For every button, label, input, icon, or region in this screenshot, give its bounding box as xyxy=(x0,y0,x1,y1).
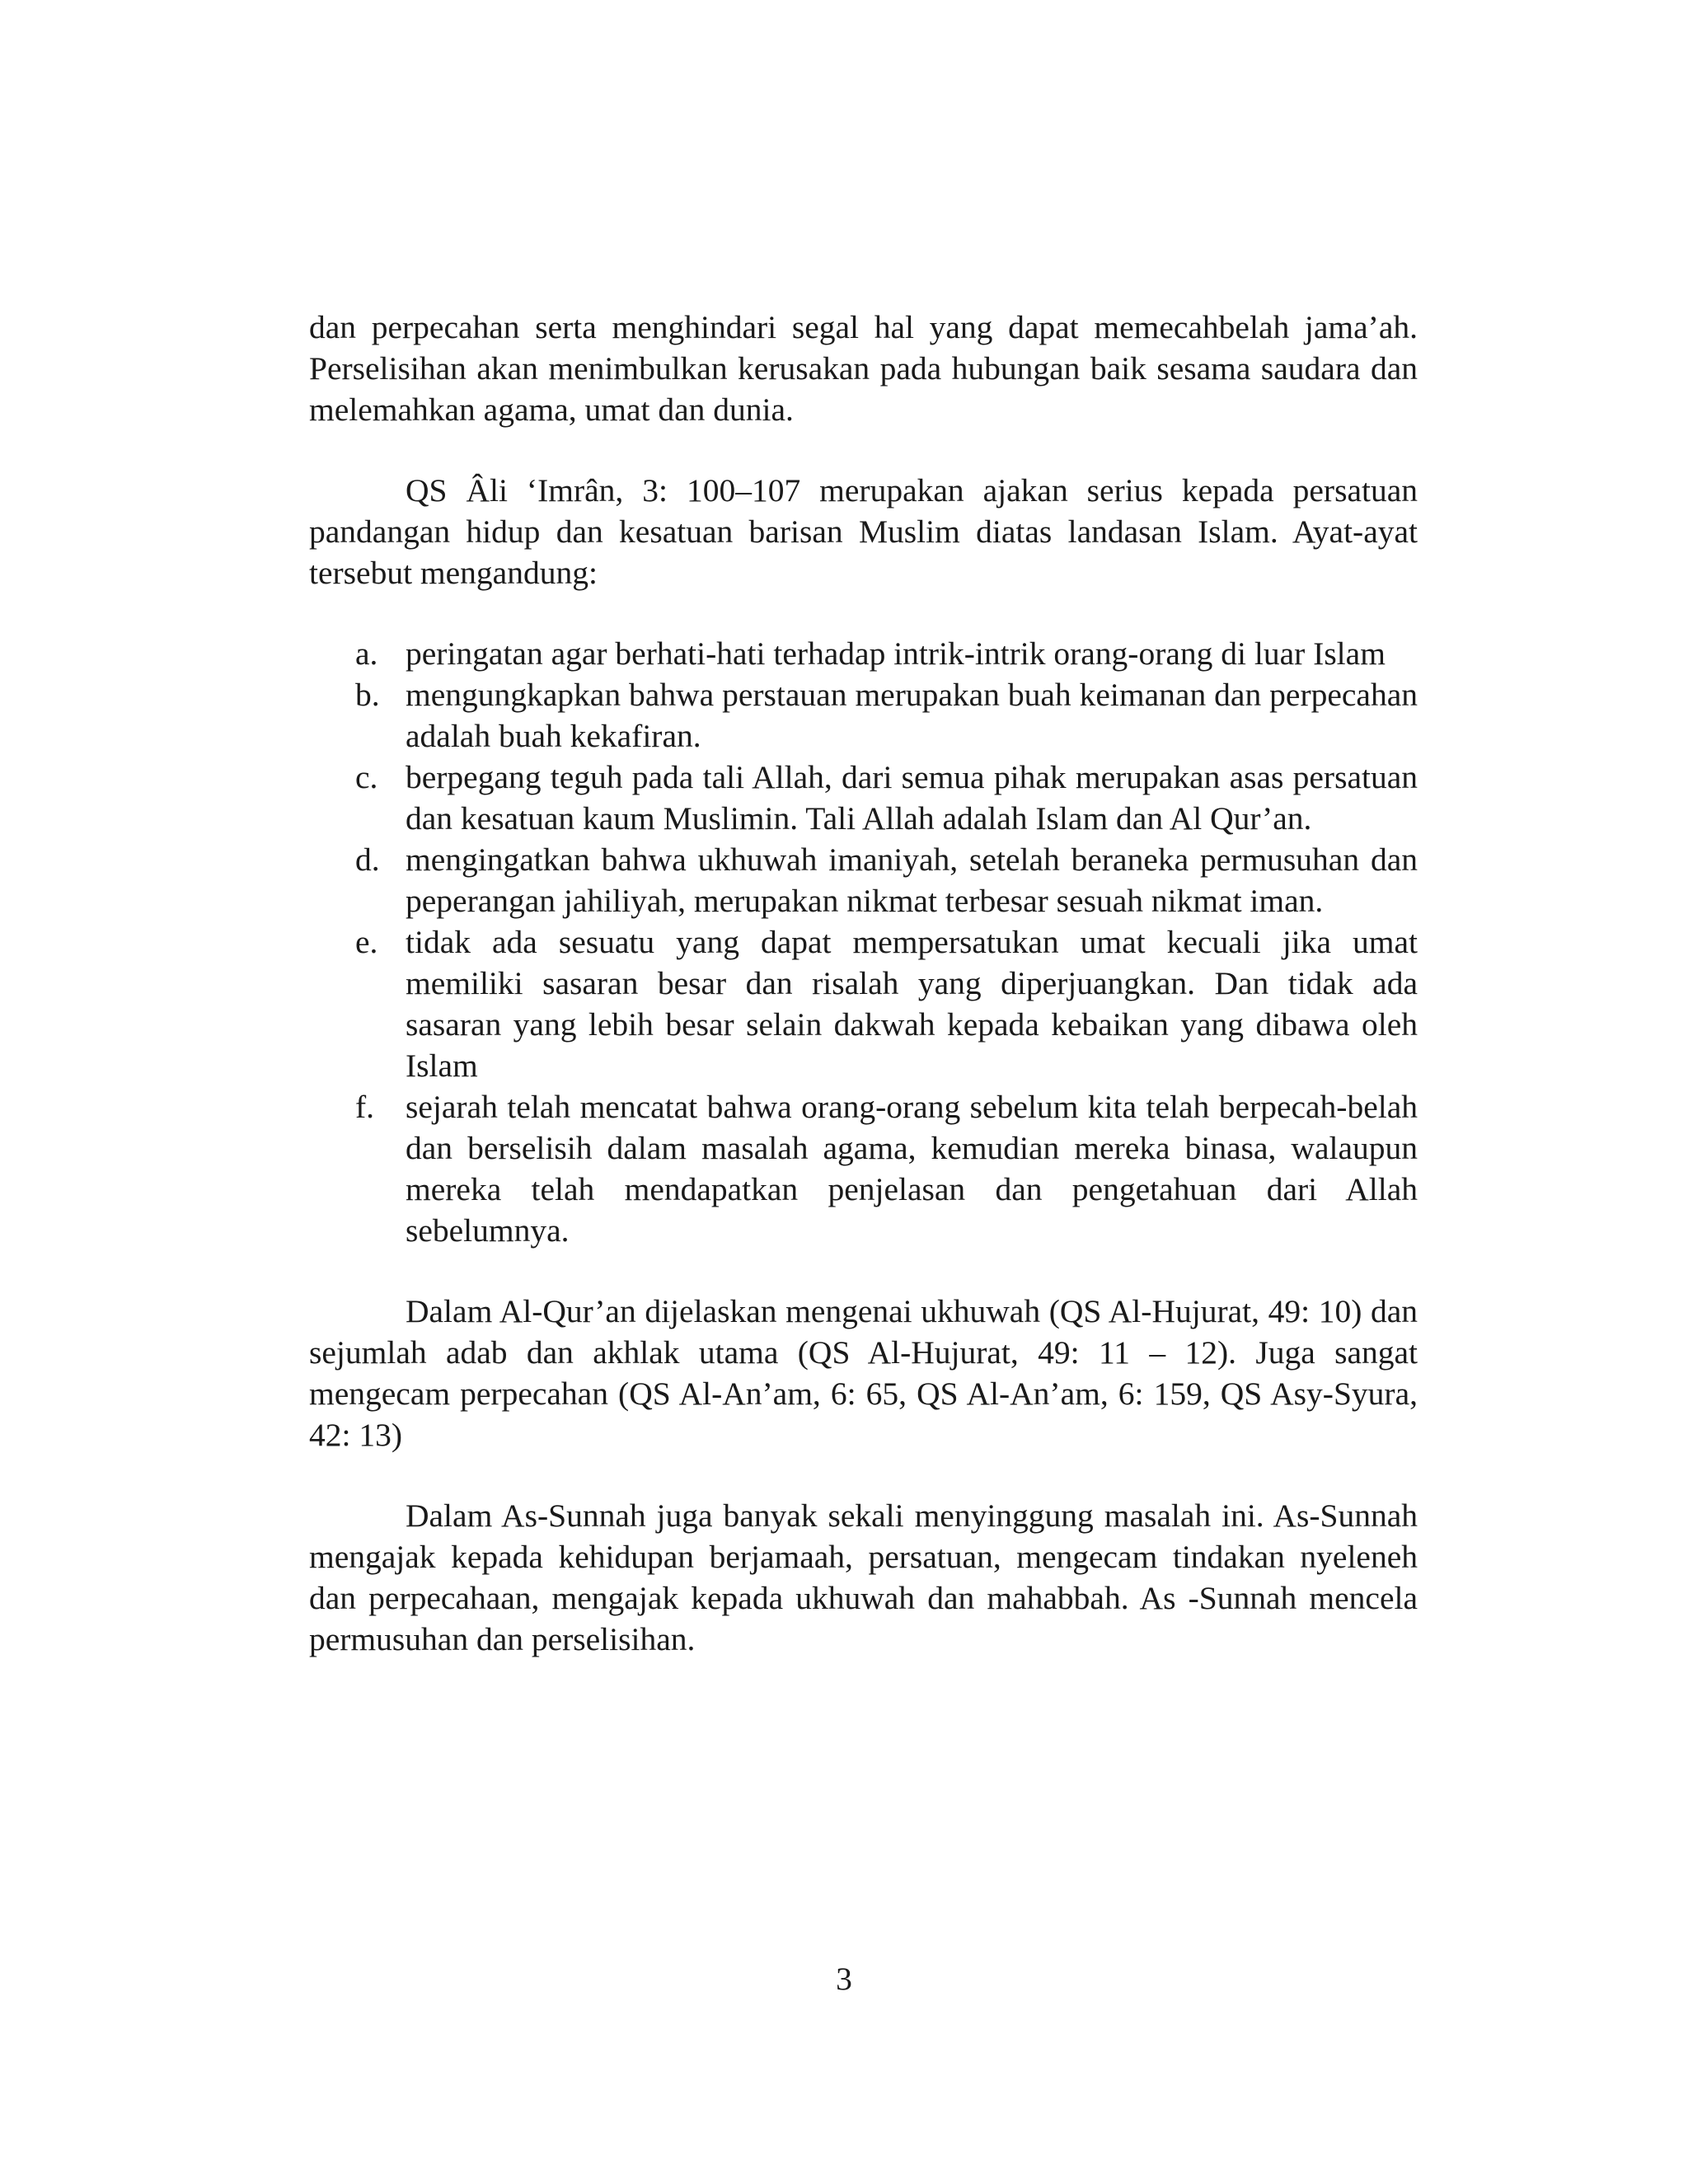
content-list xyxy=(309,633,1418,1251)
list-marker: e. xyxy=(355,924,378,960)
list-item xyxy=(309,757,1418,839)
list-item xyxy=(309,633,1418,674)
list-marker: b. xyxy=(355,677,380,713)
list-item-text: peringatan agar berhati-hati terhadap intrik-intrik orang-orang di luar Islam xyxy=(406,635,1386,672)
list-item xyxy=(309,674,1418,757)
list-item xyxy=(309,839,1418,921)
list-item xyxy=(309,921,1418,1086)
page-number: 3 xyxy=(836,1961,852,1997)
list-marker: a. xyxy=(355,635,378,672)
list-item-text: tidak ada sesuatu yang dapat mempersatukan umat kecuali jika umat memiliki sasaran besar dan risalah yang diperjuangkan. Dan tidak ada sasaran yang lebih besar selain dakwah kepada kebaikan yang dibawa oleh Islam xyxy=(406,924,1418,1084)
list-item-text: mengungkapkan bahwa perstauan merupakan buah keimanan dan perpecahan adalah buah kekafiran. xyxy=(406,677,1418,754)
list-item-text: berpegang teguh pada tali Allah, dari semua pihak merupakan asas persatuan dan kesatuan kaum Muslimin. Tali Allah adalah Islam dan Al Qur’an. xyxy=(406,759,1418,837)
list-marker: c. xyxy=(355,759,378,795)
list-item-text: sejarah telah mencatat bahwa orang-orang sebelum kita telah berpecah-belah dan berselisih dalam masalah agama, kemudian mereka binasa, walaupun mereka telah mendapatkan penjelasan dan pengetahuan dari Allah sebelumnya. xyxy=(406,1089,1418,1249)
document-page xyxy=(309,307,1418,1699)
list-marker: f. xyxy=(355,1089,375,1125)
paragraph-as-sunnah: Dalam As-Sunnah juga banyak sekali menyinggung masalah ini. As-Sunnah mengajak kepada kehidupan berjamaah, persatuan, mengecam tindakan nyeleneh dan perpecahaan, mengajak kepada ukhuwah dan mahabbah. As -Sunnah mencela permusuhan dan perselisihan. xyxy=(309,1497,1418,1657)
paragraph-intro: dan perpecahan serta menghindari segal hal yang dapat memecahbelah jama’ah. Perselisihan akan menimbulkan kerusakan pada hubungan baik sesama saudara dan melemahkan agama, umat dan dunia. xyxy=(309,309,1418,428)
paragraph-al-quran: Dalam Al-Qur’an dijelaskan mengenai ukhuwah (QS Al-Hujurat, 49: 10) dan sejumlah adab dan akhlak utama (QS Al-Hujurat, 49: 11 – 12). Juga sangat mengecam perpecahan (QS Al-An’am, 6: 65, QS Al-An’am, 6: 159, QS Asy-Syura, 42: 13) xyxy=(309,1293,1418,1453)
paragraph-qs-ali-imran: QS Âli ‘Imrân, 3: 100–107 merupakan ajakan serius kepada persatuan pandangan hidup dan kesatuan barisan Muslim diatas landasan Islam. Ayat-ayat tersebut mengandung: xyxy=(309,472,1418,591)
list-item xyxy=(309,1086,1418,1251)
list-item-text: mengingatkan bahwa ukhuwah imaniyah, setelah beraneka permusuhan dan peperangan jahiliyah, merupakan nikmat terbesar sesuah nikmat iman. xyxy=(406,841,1418,919)
list-marker: d. xyxy=(355,841,380,878)
